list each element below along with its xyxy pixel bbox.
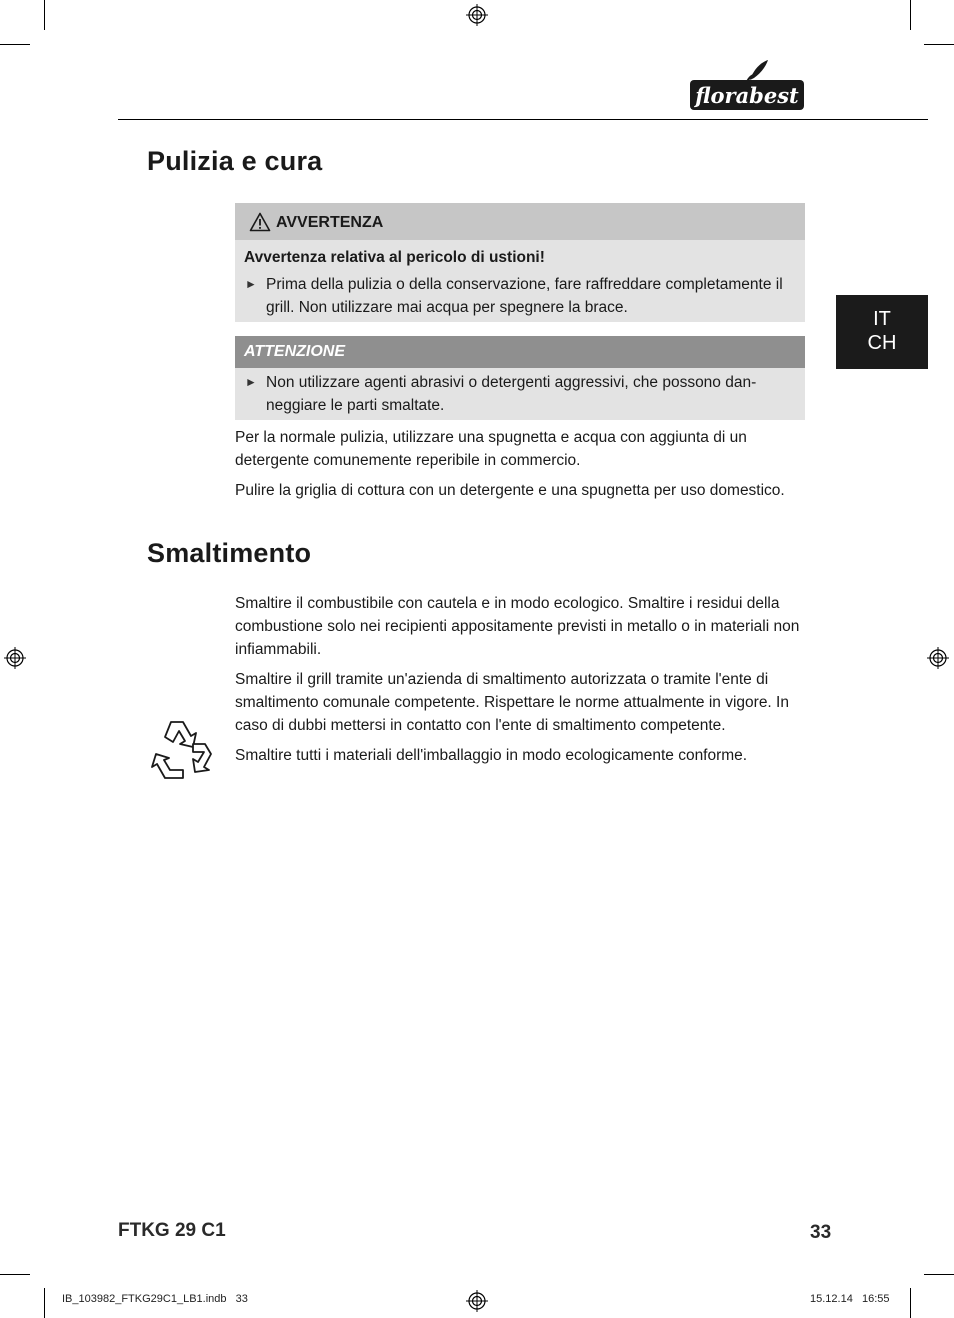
disposal-paragraph: Smaltire il combustibile con cautela e in modo ecologico. Smaltire i residui della combustione solo nei recipienti appositamente previsti in metallo o in materiali non infiammabili. [235, 595, 800, 658]
crop-mark [924, 44, 954, 45]
disposal-paragraph: Smaltire il grill tramite un'azienda di smaltimento autorizzata o tramite l'ente di smaltimento comunale competente. Rispettare le norme attualmente in vigore. In caso di dubbi mettersi in contatto con l'ente di smaltimento competente. [235, 671, 789, 734]
warning-label: AVVERTENZA [276, 214, 384, 231]
recycle-icon [147, 714, 223, 786]
language-tab [836, 295, 928, 369]
crop-mark [924, 1274, 954, 1275]
footer-model: FTKG 29 C1 [118, 1220, 226, 1241]
language-tab-line1: IT [873, 308, 891, 330]
header-rule [118, 119, 928, 120]
warning-bullet [244, 273, 795, 319]
slug-date: 15.12.14 16:55 [810, 1293, 890, 1305]
logo-text: florabest [695, 83, 799, 108]
crop-mark [0, 44, 30, 45]
section-title-cleaning: Pulizia e cura [147, 146, 323, 176]
cleaning-paragraph: Per la normale pulizia, utilizzare una spugnetta e acqua con aggiunta di un detergente comunemente reperibile in commercio. [235, 429, 747, 469]
warning-header [235, 203, 805, 240]
attention-label: ATTENZIONE [244, 343, 346, 360]
warning-bullet-text: Prima della pulizia o della conservazione, fare raffreddare completamente il grill. Non utilizzare mai acqua per spegnere la brace. [266, 276, 783, 316]
bullet-arrow-icon: ► [245, 375, 257, 389]
footer-page-number: 33 [810, 1222, 832, 1243]
crop-mark [44, 1288, 45, 1318]
brand-logo [688, 58, 806, 114]
warning-body [235, 240, 805, 322]
language-tab-line2: CH [867, 332, 897, 354]
registration-mark-icon [466, 4, 488, 26]
bullet-arrow-icon: ► [245, 277, 257, 291]
slug-file: IB_103982_FTKG29C1_LB1.indb 33 [62, 1293, 248, 1305]
attention-box [235, 336, 805, 420]
crop-mark [0, 1274, 30, 1275]
registration-mark-icon [4, 647, 26, 669]
crop-mark [910, 1288, 911, 1318]
section-title-disposal: Smaltimento [147, 538, 312, 568]
registration-mark-icon [927, 647, 949, 669]
attention-bullet [244, 371, 795, 417]
registration-mark-icon [466, 1290, 488, 1312]
warning-triangle-icon [249, 212, 271, 232]
cleaning-paragraph: Pulire la griglia di cottura con un detergente e una spugnetta per uso domestico. [235, 482, 785, 499]
attention-header [235, 336, 805, 368]
disposal-paragraph: Smaltire tutti i materiali dell'imballaggio in modo ecologicamente conforme. [235, 747, 748, 764]
warning-subtitle: Avvertenza relativa al pericolo di ustioni! [244, 249, 545, 266]
crop-mark [910, 0, 911, 30]
crop-mark [44, 0, 45, 30]
warning-box [235, 203, 805, 322]
attention-body [235, 368, 805, 420]
attention-bullet-text: Non utilizzare agenti abrasivi o detergenti aggressivi, che possono dan-neggiare le parti smaltate. [266, 374, 757, 414]
